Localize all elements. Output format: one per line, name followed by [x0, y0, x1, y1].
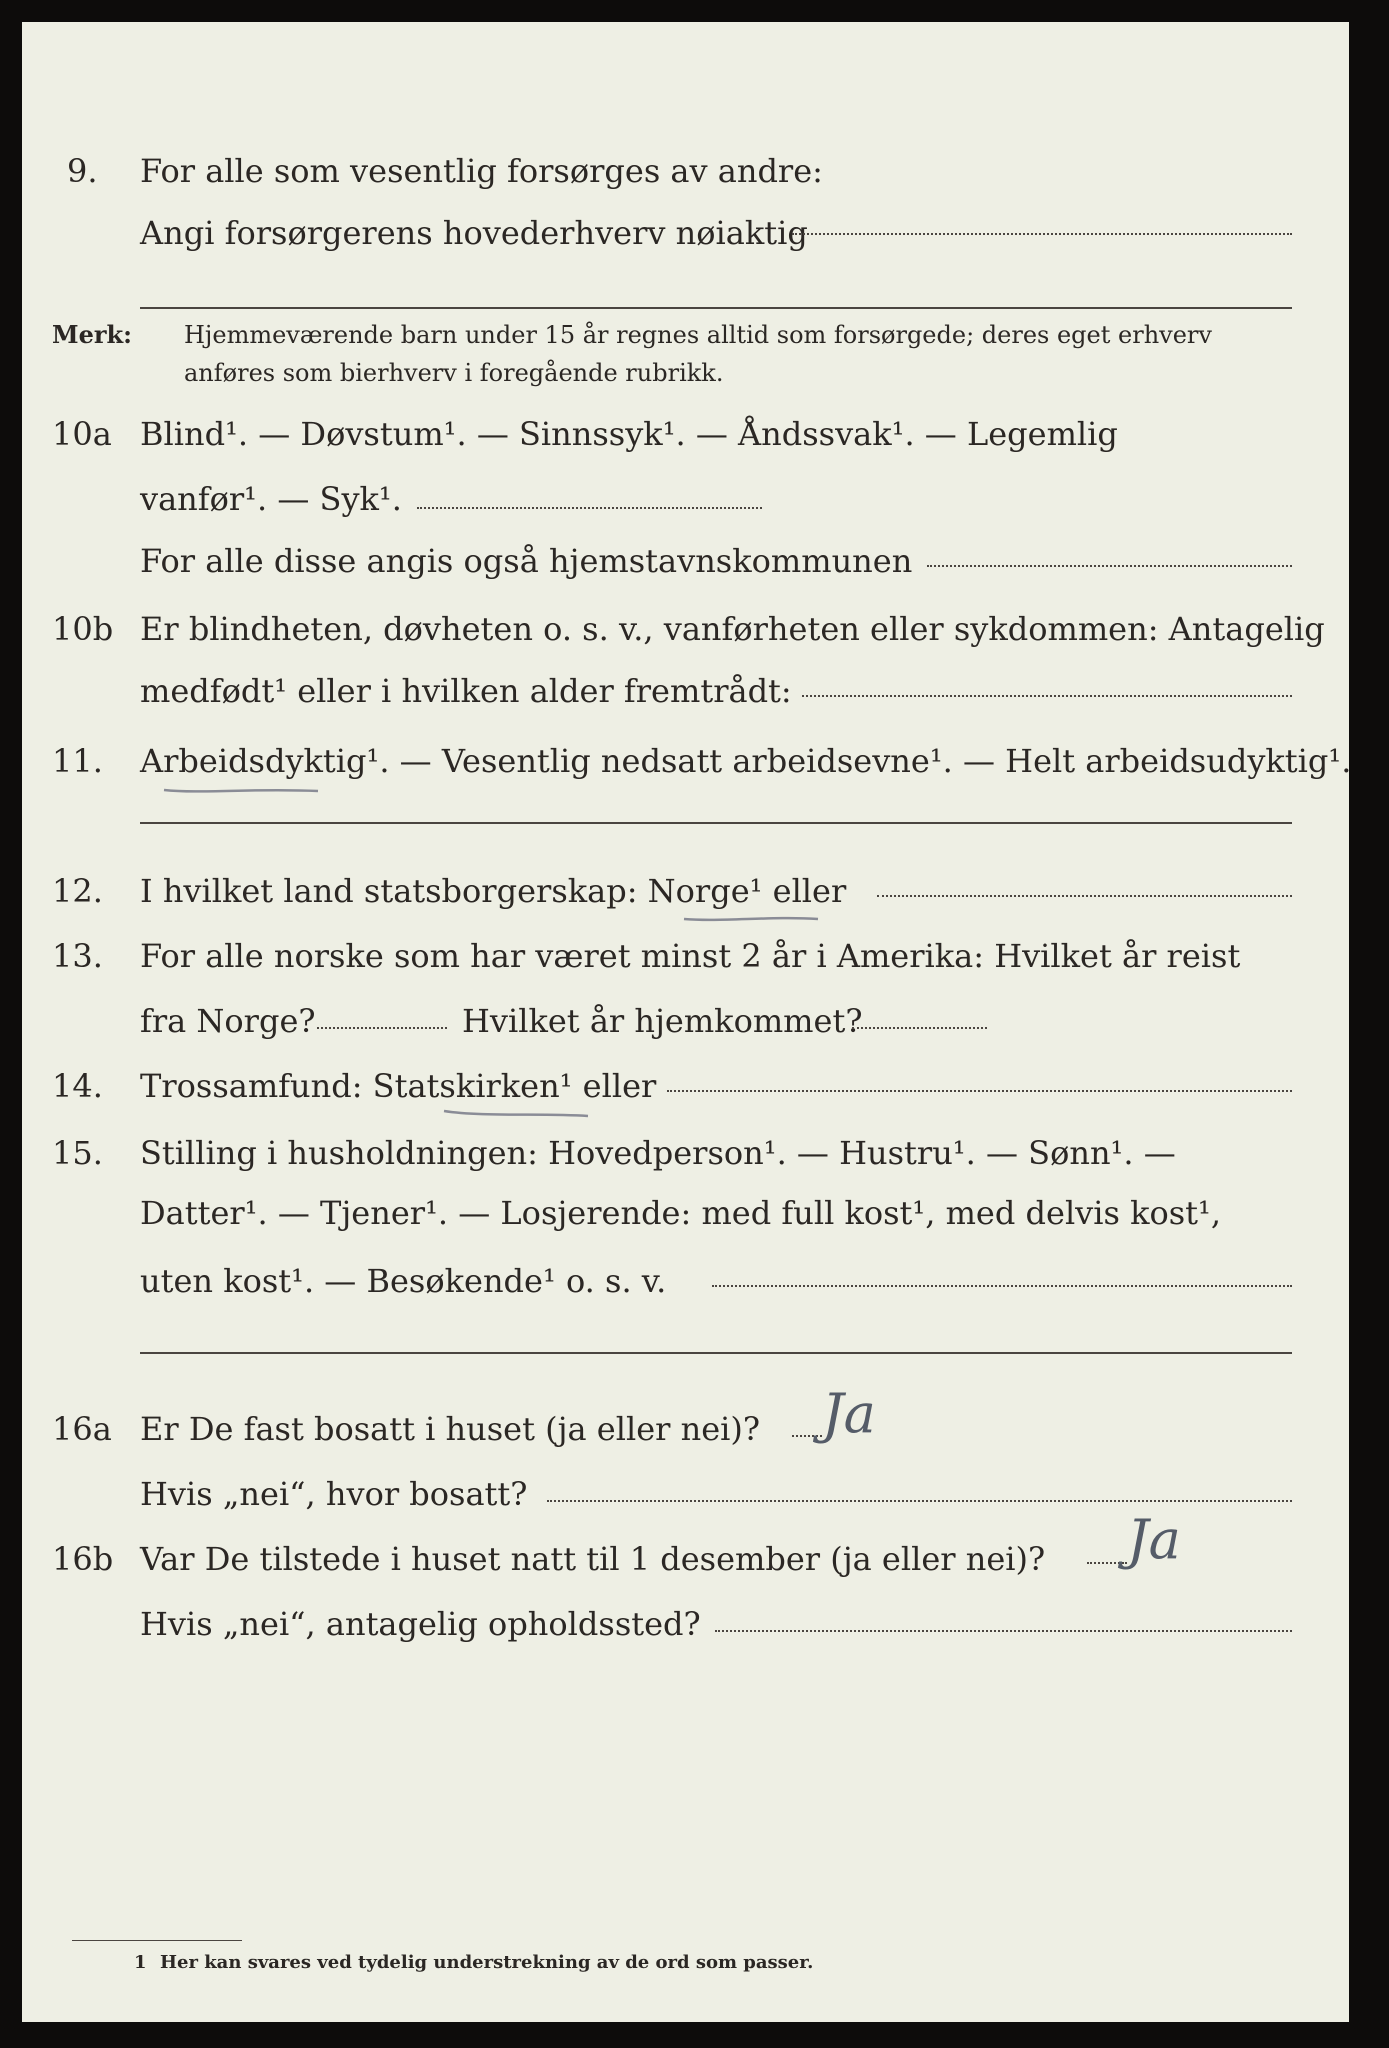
q10a-line3: For alle disse angis også hjemstavnskommunen [140, 542, 913, 580]
q10a-number: 10a [52, 415, 112, 453]
q9-line2: Angi forsørgerens hovederhverv nøiaktig [140, 214, 808, 252]
q10a-syk-line [417, 507, 762, 509]
q16a-line1: Er De fast bosatt i huset (ja eller nei)? [140, 1410, 761, 1448]
q14-number: 14. [52, 1067, 103, 1105]
q15-line1: Stilling i husholdningen: Hovedperson¹. — Hustru¹. — Sønn¹. — [140, 1134, 1176, 1172]
q13-line2a: fra Norge? [140, 1002, 316, 1040]
q16a-handwritten-answer: Ja [822, 1382, 876, 1445]
footnote-separator [72, 1940, 242, 1941]
q14-answer-line [667, 1090, 1292, 1092]
q16b-handwritten-answer: Ja [1127, 1508, 1181, 1571]
q15-line3: uten kost¹. — Besøkende¹ o. s. v. [140, 1262, 667, 1300]
q14-text: Trossamfund: Statskirken¹ eller [140, 1067, 657, 1105]
q10a-line2: vanfør¹. — Syk¹. [140, 480, 402, 518]
q10b-number: 10b [52, 610, 114, 648]
q9-answer-line [792, 233, 1292, 235]
q12-answer-line [877, 895, 1292, 897]
q11-text: Arbeidsdyktig¹. — Vesentlig nedsatt arbeidsevne¹. — Helt arbeidsudyktig¹. [140, 742, 1352, 780]
census-form-page [22, 22, 1352, 2022]
q11-rule [140, 822, 1292, 824]
q13-hjemkommet-line [852, 1027, 987, 1029]
q16a-line2: Hvis „nei“, hvor bosatt? [140, 1475, 528, 1513]
q16b-number: 16b [52, 1540, 114, 1578]
q16b-opholdssted-line [715, 1630, 1292, 1632]
merk-line1: Hjemmeværende barn under 15 år regnes alltid som forsørgede; deres eget erhverv [184, 321, 1212, 349]
q12-number: 12. [52, 872, 103, 910]
q11-underline-mark [162, 782, 322, 798]
q9-line1: For alle som vesentlig forsørges av andre: [140, 152, 823, 190]
merk-line2: anføres som bierhverv i foregående rubrikk. [184, 359, 724, 387]
q15-number: 15. [52, 1134, 103, 1172]
q13-reist-line [317, 1027, 447, 1029]
q10b-line1: Er blindheten, døvheten o. s. v., vanførheten eller sykdommen: Antagelig [140, 610, 1325, 648]
q13-line1: For alle norske som har været minst 2 år i Amerika: Hvilket år reist [140, 937, 1241, 975]
q10b-answer-line [802, 695, 1292, 697]
q12-underline-mark [682, 912, 822, 926]
q16a-bosatt-line [547, 1500, 1292, 1502]
merk-label: Merk: [52, 320, 132, 349]
q12-text: I hvilket land statsborgerskap: Norge¹ eller [140, 872, 847, 910]
q9-number: 9. [67, 152, 98, 190]
q15-answer-line [712, 1285, 1292, 1287]
q10b-line2: medfødt¹ eller i hvilken alder fremtrådt: [140, 672, 792, 710]
q15-line2: Datter¹. — Tjener¹. — Losjerende: med full kost¹, med delvis kost¹, [140, 1194, 1222, 1232]
q10a-kommune-line [927, 565, 1292, 567]
q11-number: 11. [52, 742, 103, 780]
q16b-line2: Hvis „nei“, antagelig opholdssted? [140, 1605, 701, 1643]
q10a-line1: Blind¹. — Døvstum¹. — Sinnssyk¹. — Åndssvak¹. — Legemlig [140, 415, 1118, 453]
q9-answer-rule [140, 307, 1292, 309]
footnote-text: Her kan svares ved tydelig understrekning av de ord som passer. [160, 1952, 814, 1973]
q16a-number: 16a [52, 1410, 112, 1448]
footnote-mark: 1 [134, 1952, 147, 1973]
q16b-line1: Var De tilstede i huset natt til 1 desember (ja eller nei)? [140, 1540, 1046, 1578]
q13-line2b: Hvilket år hjemkommet? [462, 1002, 863, 1040]
q16a-answer-line [792, 1435, 822, 1437]
q15-rule [140, 1352, 1292, 1354]
q14-underline-mark [442, 1105, 592, 1121]
q16b-answer-line [1087, 1562, 1127, 1564]
q13-number: 13. [52, 937, 103, 975]
